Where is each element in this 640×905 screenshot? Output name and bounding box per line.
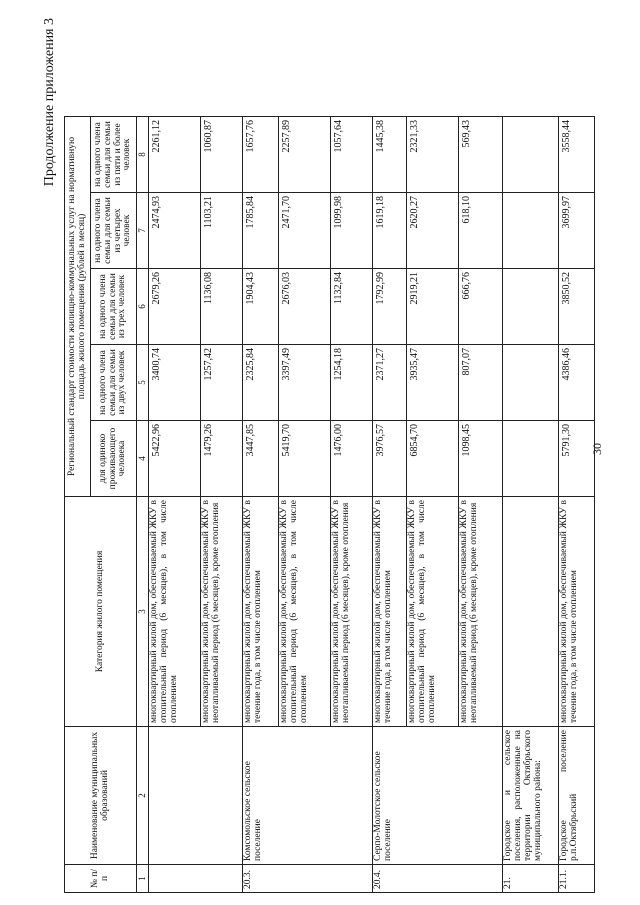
housing-cost-standard-table <box>64 116 595 893</box>
value-cell: 1619,18 <box>373 193 407 269</box>
value-cell: 2257,89 <box>279 117 331 193</box>
row-category: многоквартирный жилой дом, обеспечиваемый ЖКУ в отопительный период (6 месяцев), в том числе отоплением <box>279 497 331 727</box>
value-cell: 1103,21 <box>201 193 243 269</box>
row-name <box>459 727 503 865</box>
value-cell: 3400,74 <box>149 345 201 421</box>
row-category: многоквартирный жилой дом, обеспечиваемый ЖКУ в неотапливаемый период (6 месяцев), кроме отопления <box>459 497 503 727</box>
value-cell <box>503 193 559 269</box>
value-cell: 1792,99 <box>373 269 407 345</box>
value-cell: 3935,47 <box>407 345 459 421</box>
value-cell: 4386,46 <box>559 345 595 421</box>
value-cell: 666,76 <box>459 269 503 345</box>
table-row <box>331 117 373 893</box>
col-num: 4 <box>137 421 149 497</box>
table-row <box>459 117 503 893</box>
row-name <box>279 727 331 865</box>
row-name <box>407 727 459 865</box>
value-cell: 1445,38 <box>373 117 407 193</box>
table-row <box>279 117 331 893</box>
value-cell: 1254,18 <box>331 345 373 421</box>
row-name: Серпо-Молотское сельское поселение <box>373 727 407 865</box>
table-row <box>559 117 595 893</box>
col-num: 2 <box>137 727 149 865</box>
value-cell: 2471,70 <box>279 193 331 269</box>
value-cell: 2321,33 <box>407 117 459 193</box>
row-name <box>149 727 201 865</box>
header-standard: Региональный стандарт стоимости жилищно-коммунальных услуг на нормативную площадь жилого помещения (рублей в месяц) <box>65 117 91 497</box>
row-category: многоквартирный жилой дом, обеспечиваемый ЖКУ в течение года, в том числе отоплением <box>243 497 279 727</box>
row-name <box>331 727 373 865</box>
value-cell: 2679,26 <box>149 269 201 345</box>
header-no: № п/п <box>65 865 137 893</box>
row-name: Городское и сельское поселения, расположенные на территории Октябрьского муниципального района: <box>503 727 559 865</box>
row-name: Комсомольское сельское поселение <box>243 727 279 865</box>
header-four: на одного члена семьи для семьи из четырех человек <box>91 193 137 269</box>
header-five: на одного члена семьи для семьи из пяти и более человек <box>91 117 137 193</box>
appendix-continuation-title: Продолжение приложения 3 <box>42 18 57 187</box>
row-no: 21. <box>503 865 559 893</box>
row-category <box>503 497 559 727</box>
value-cell: 2919,21 <box>407 269 459 345</box>
table-row <box>503 117 559 893</box>
value-cell: 2676,03 <box>279 269 331 345</box>
header-single: для одиноко проживающего человека <box>91 421 137 497</box>
value-cell: 1657,76 <box>243 117 279 193</box>
value-cell: 1132,84 <box>331 269 373 345</box>
row-no <box>407 865 459 893</box>
value-cell: 2371,27 <box>373 345 407 421</box>
row-no <box>279 865 331 893</box>
row-no <box>201 865 243 893</box>
value-cell: 3699,97 <box>559 193 595 269</box>
page-number: 30 <box>590 443 604 455</box>
col-num: 8 <box>137 117 149 193</box>
value-cell: 2261,12 <box>149 117 201 193</box>
value-cell: 2474,93 <box>149 193 201 269</box>
table-row <box>243 117 279 893</box>
value-cell: 618,10 <box>459 193 503 269</box>
value-cell: 807,07 <box>459 345 503 421</box>
row-no <box>459 865 503 893</box>
header-three: на одного члена семьи для семьи из трех человек <box>91 269 137 345</box>
value-cell: 1136,08 <box>201 269 243 345</box>
value-cell: 3976,57 <box>373 421 407 497</box>
row-no: 20.4. <box>373 865 407 893</box>
row-category: многоквартирный жилой дом, обеспечиваемый ЖКУ в течение года, в том числе отоплением <box>373 497 407 727</box>
col-num: 5 <box>137 345 149 421</box>
value-cell: 1257,42 <box>201 345 243 421</box>
value-cell <box>503 345 559 421</box>
value-cell: 5419,70 <box>279 421 331 497</box>
row-no <box>149 865 201 893</box>
row-name: Городское поселение р.п.Октябрьский <box>559 727 595 865</box>
row-category: многоквартирный жилой дом, обеспечиваемый ЖКУ в неотапливаемый период (6 месяцев), кроме отопления <box>201 497 243 727</box>
value-cell: 569,43 <box>459 117 503 193</box>
value-cell: 5791,30 <box>559 421 595 497</box>
header-two: на одного члена семьи для семьи из двух человек <box>91 345 137 421</box>
column-number-row <box>137 117 149 893</box>
row-category: многоквартирный жилой дом, обеспечиваемый ЖКУ в отопительный период (6 месяцев), в том числе отоплением <box>149 497 201 727</box>
table-row <box>149 117 201 893</box>
value-cell: 1785,84 <box>243 193 279 269</box>
col-num: 6 <box>137 269 149 345</box>
value-cell: 3397,49 <box>279 345 331 421</box>
value-cell: 3447,85 <box>243 421 279 497</box>
row-no: 20.3. <box>243 865 279 893</box>
value-cell: 2620,27 <box>407 193 459 269</box>
value-cell: 1099,98 <box>331 193 373 269</box>
header-name: Наименование муниципальных образований <box>65 727 137 865</box>
row-name <box>201 727 243 865</box>
value-cell: 1057,64 <box>331 117 373 193</box>
value-cell: 6854,70 <box>407 421 459 497</box>
value-cell <box>503 421 559 497</box>
value-cell: 3850,52 <box>559 269 595 345</box>
col-num: 3 <box>137 497 149 727</box>
value-cell <box>503 269 559 345</box>
row-no: 21.1. <box>559 865 595 893</box>
value-cell <box>503 117 559 193</box>
table-row <box>201 117 243 893</box>
row-no <box>331 865 373 893</box>
value-cell: 1476,00 <box>331 421 373 497</box>
value-cell: 1479,26 <box>201 421 243 497</box>
header-category: Категория жилого помещения <box>65 497 137 727</box>
value-cell: 1904,43 <box>243 269 279 345</box>
value-cell: 5422,96 <box>149 421 201 497</box>
row-category: многоквартирный жилой дом, обеспечиваемый ЖКУ в неотапливаемый период (6 месяцев), кроме отопления <box>331 497 373 727</box>
col-num: 7 <box>137 193 149 269</box>
value-cell: 1060,87 <box>201 117 243 193</box>
value-cell: 3558,44 <box>559 117 595 193</box>
row-category: многоквартирный жилой дом, обеспечиваемый ЖКУ в течение года, в том числе отоплением <box>559 497 595 727</box>
table-row <box>407 117 459 893</box>
row-category: многоквартирный жилой дом, обеспечиваемый ЖКУ в отопительный период (6 месяцев), в том числе отоплением <box>407 497 459 727</box>
col-num: 1 <box>137 865 149 893</box>
value-cell: 1098,45 <box>459 421 503 497</box>
value-cell: 2325,84 <box>243 345 279 421</box>
table-row <box>373 117 407 893</box>
